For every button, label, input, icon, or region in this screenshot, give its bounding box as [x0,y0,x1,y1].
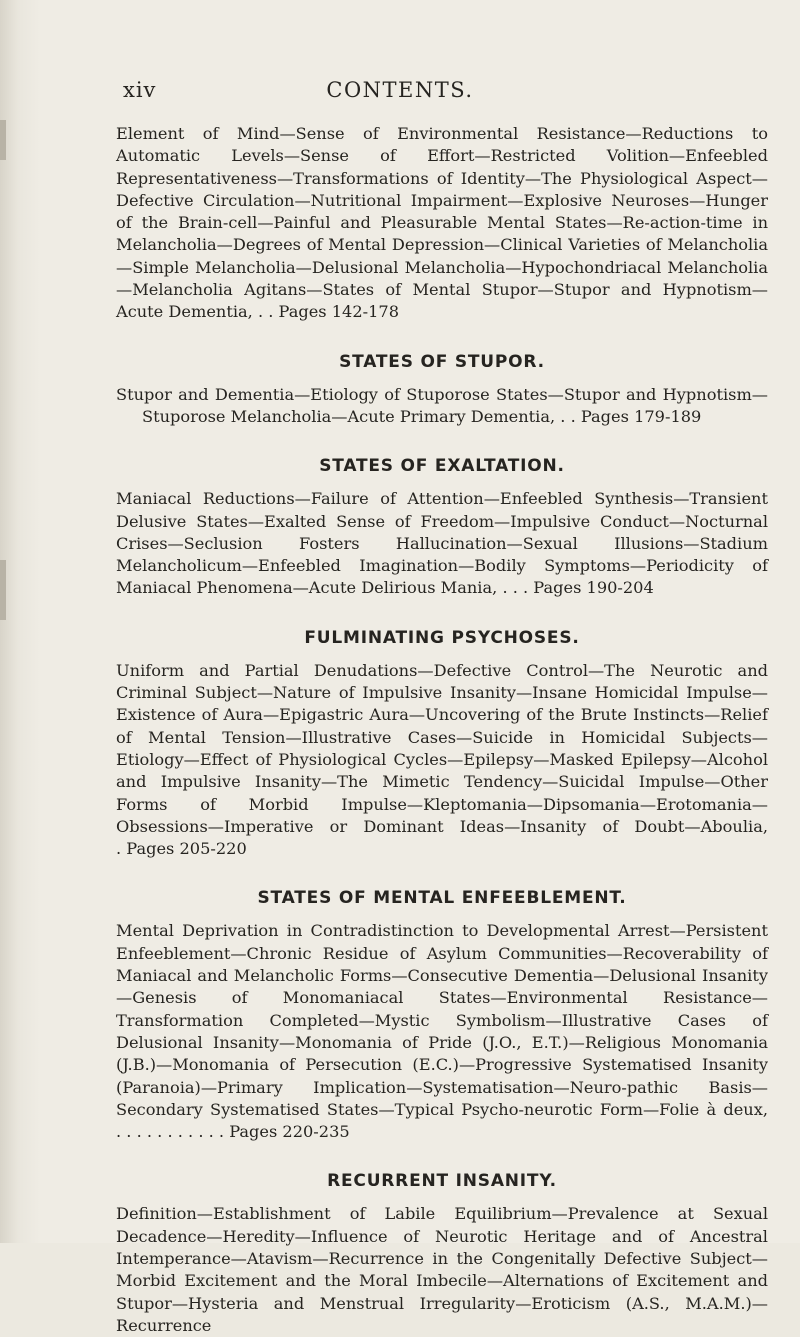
contents-entry [116,920,768,1143]
entry-text: Stupor and Dementia—Etiology of Stuporose States—Stupor and Hypnotism—Stuporose Melancholia—Acute Primary Dementia, [116,384,768,426]
section-heading: STATES OF EXALTATION. [319,456,565,477]
entry-pages: . . . . . . . . . . . Pages 220-235 [116,1122,350,1142]
section-heading: STATES OF STUPOR. [339,351,545,372]
entry-pages: . . Pages 179-189 [560,406,702,426]
entry-text: Definition—Establishment of Labile Equilibrium—Prevalence at Sexual Decadence—Heredity—Influence of Neurotic Heritage and of Ancestral Intemperance—Atavism—Recurrence in the Congenitally Defective Subject—Morbid Excitement and the Moral Imbecile—Alternations of Excitement and Stupor—Hysteria and Menstrual Irregularity—Eroticism (A.S., M.A.M.)—Recurrence [116,1204,768,1335]
contents-entry [116,488,768,599]
entry-text: Maniacal Reductions—Failure of Attention—Enfeebled Synthesis—Transient Delusive States—Exalted Sense of Freedom—Impulsive Conduct—Nocturnal Crises—Seclusion Fosters Hallucination—Sexual Illusions—Stadium Melancholicum—Enfeebled Imagination—Bodily Symptoms—Periodicity of Maniacal Phenomena—Acute Delirious Mania, [116,489,768,598]
entry-text: Element of Mind—Sense of Environmental Resistance—Reductions to Automatic Levels—Sense of Effort—Restricted Volition—Enfeebled Representativeness—Transformations of Identity—The Physiological Aspect—Defective Circulation—Nutritional Impairment—Explosive Neuroses—Hunger of the Brain-cell—Painful and Pleasurable Mental States—Re-action-time in Melancholia—Degrees of Mental Depression—Clinical Varieties of Melancholia—Simple Melancholia—Delusional Melancholia—Hypochondriacal Melancholia—Melancholia Agitans—States of Mental Stupor—Stupor and Hypnotism—Acute Dementia, [116,124,768,322]
page-number: xiv [123,78,157,102]
contents-entry [116,384,768,429]
page-header [0,78,800,108]
entry-text: Mental Deprivation in Contradistinction to Developmental Arrest—Persistent Enfeeblement—Chronic Residue of Asylum Communities—Recoverability of Maniacal and Melancholic Forms—Consecutive Dementia—Delusional Insanity—Genesis of Monomaniacal States—Environmental Resistance—Transformation Completed—Mystic Symbolism—Illustrative Cases of Delusional Insanity—Monomania of Pride (J.O., E.T.)—Religious Monomania (J.B.)—Monomania of Persecution (E.C.)—Progressive Systematised Insanity (Paranoia)—Primary Implication—Systematisation—Neuro-pathic Basis—Secondary Systematised States—Typical Psycho-neurotic Form—Folie à deux, [116,921,768,1119]
contents-entry [116,123,768,324]
section-heading: FULMINATING PSYCHOSES. [304,627,580,648]
running-head: CONTENTS. [326,78,474,102]
entry-pages: . . . Pages 190-204 [502,578,654,598]
contents-entry [116,660,768,861]
entry-pages: . Pages 205-220 [116,839,247,859]
contents-body [116,123,768,1337]
contents-entry [116,1203,768,1337]
entry-text: Uniform and Partial Denudations—Defective Control—The Neurotic and Criminal Subject—Nature of Impulsive Insanity—Insane Homicidal Impulse—Existence of Aura—Epigastric Aura—Uncovering of the Brute Instincts—Relief of Mental Tension—Illustrative Cases—Suicide in Homicidal Subjects—Etiology—Effect of Physiological Cycles—Epilepsy—Masked Epilepsy—Alcohol and Impulsive Insanity—The Mimetic Tendency—Suicidal Impulse—Other Forms of Morbid Impulse—Kleptomania—Dipsomania—Erotomania—Obsessions—Imperative or Dominant Ideas—Insanity of Doubt—Aboulia, [116,660,768,836]
page-edge-shadow [0,560,6,620]
section-heading: STATES OF MENTAL ENFEEBLEMENT. [257,888,627,909]
section-heading: RECURRENT INSANITY. [327,1171,557,1192]
page-edge-shadow [0,120,6,160]
entry-pages: . . Pages 142-178 [257,302,400,322]
